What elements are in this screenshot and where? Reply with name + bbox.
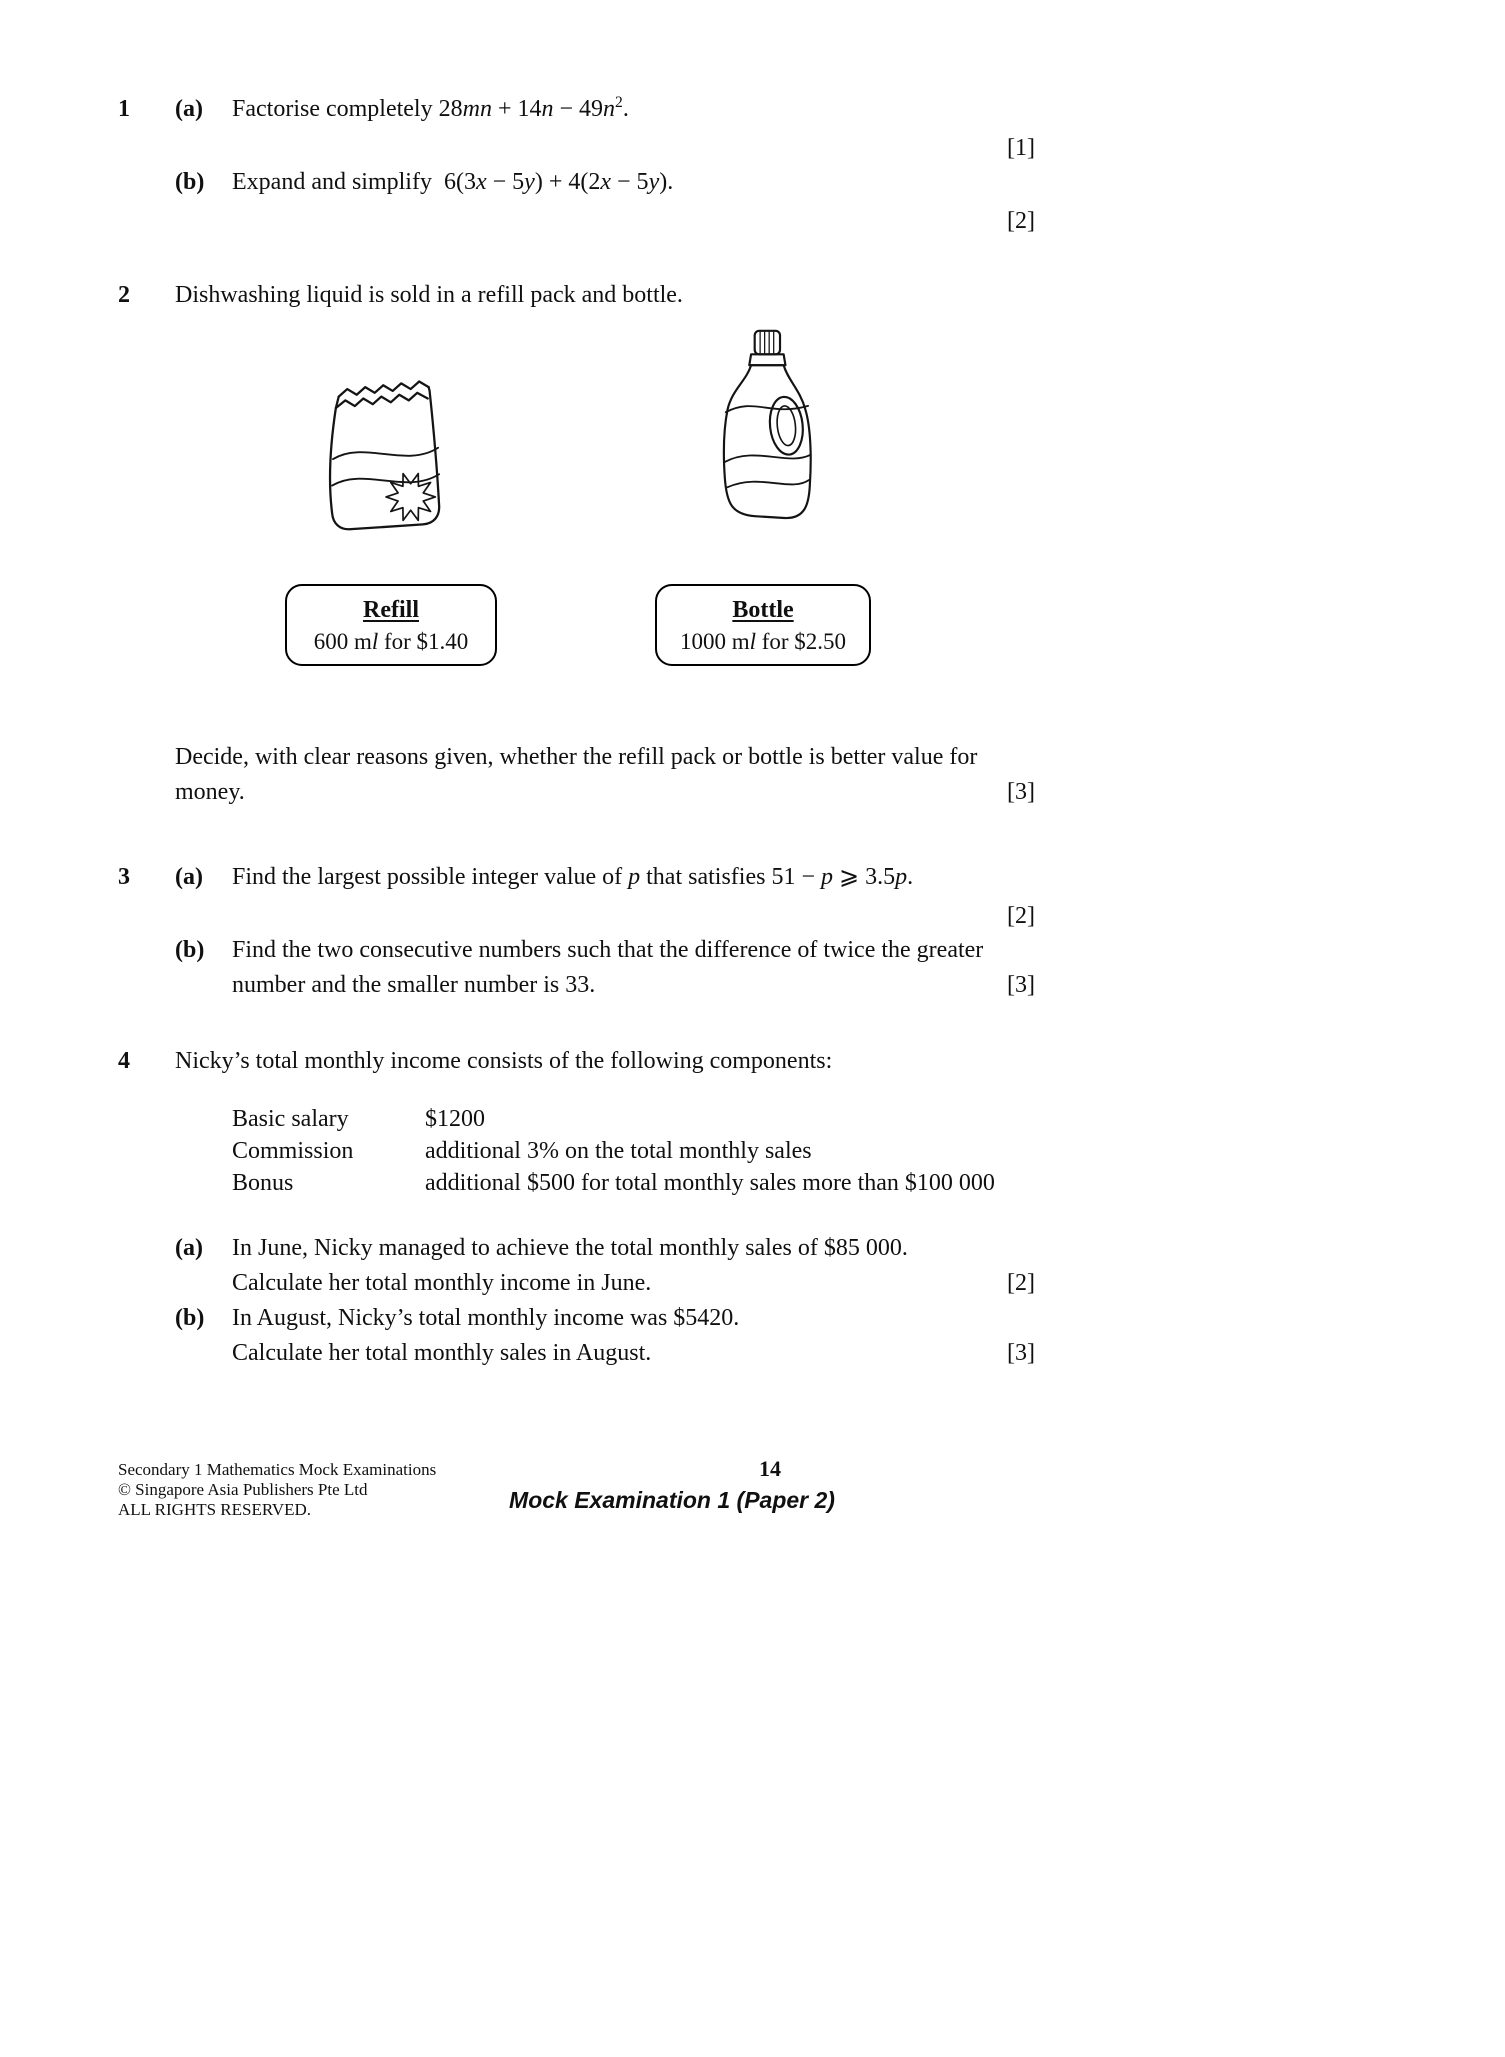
question-2-intro bbox=[118, 278, 1035, 313]
question-1-part-a bbox=[118, 92, 1035, 127]
question-4-part-b bbox=[118, 1301, 1035, 1371]
income-component-label: Basic salary bbox=[232, 1106, 349, 1132]
question-3-part-b-line-1: Find the two consecutive numbers such that the difference of twice the greater bbox=[232, 937, 984, 963]
question-1-part-a-marks bbox=[118, 133, 1035, 163]
income-component-value: additional $500 for total monthly sales more than $100 000 bbox=[425, 1170, 995, 1196]
question-4 bbox=[118, 1044, 1035, 1371]
question-1-part-b-label: (b) bbox=[175, 169, 205, 195]
question-4-intro-text: Nicky’s total monthly income consists of the following components: bbox=[175, 1048, 833, 1074]
question-3 bbox=[118, 860, 1035, 1003]
question-3-part-b-label: (b) bbox=[175, 937, 205, 963]
question-3-part-a-marks bbox=[118, 901, 1035, 931]
page-number: 14 bbox=[759, 1456, 781, 1481]
publisher-footer bbox=[118, 1460, 436, 1520]
question-1-part-b-text: Expand and simplify 6(3x − 5y) + 4(2x − 5y). bbox=[232, 169, 674, 195]
question-4-part-b-task: Calculate her total monthly sales in August. bbox=[232, 1340, 652, 1366]
question-4-part-b-text bbox=[232, 1301, 1035, 1371]
income-component-label: Commission bbox=[232, 1138, 354, 1164]
question-2-task-line-2 bbox=[175, 775, 1035, 810]
question-3-part-b-text-end: number and the smaller number is 33. bbox=[232, 972, 596, 998]
question-2-number: 2 bbox=[118, 282, 130, 308]
bottle-info-box bbox=[655, 584, 871, 666]
table-row bbox=[232, 1103, 1035, 1135]
question-2-task-line-1: Decide, with clear reasons given, whether the refill pack or bottle is better value for bbox=[175, 744, 978, 770]
question-3-part-b-text bbox=[232, 933, 1035, 1003]
question-3-part-a-text: Find the largest possible integer value of p that satisfies 51 − p ⩾ 3.5p. bbox=[232, 864, 914, 890]
question-4-part-a-task: Calculate her total monthly income in June. bbox=[232, 1270, 652, 1296]
income-component-value: $1200 bbox=[425, 1106, 485, 1132]
question-3-part-a bbox=[118, 860, 1035, 895]
income-component-label: Bonus bbox=[232, 1170, 294, 1196]
mark-value: [2] bbox=[1007, 208, 1035, 234]
question-4-part-b-line-2 bbox=[232, 1336, 1035, 1371]
question-4-part-b-line-1: In August, Nicky’s total monthly income was $5420. bbox=[232, 1305, 740, 1331]
question-2 bbox=[118, 278, 1035, 840]
question-4-part-a bbox=[118, 1231, 1035, 1301]
question-2-intro-text: Dishwashing liquid is sold in a refill pack and bottle. bbox=[175, 282, 683, 308]
footer-series-title: Secondary 1 Mathematics Mock Examinations bbox=[118, 1460, 437, 1479]
question-1 bbox=[118, 92, 1035, 236]
table-row bbox=[232, 1135, 1035, 1167]
mark-value: [1] bbox=[1007, 135, 1035, 161]
income-component-value: additional 3% on the total monthly sales bbox=[425, 1138, 812, 1164]
refill-box-title: Refill bbox=[363, 597, 419, 623]
exam-paper-title: Mock Examination 1 (Paper 2) bbox=[509, 1487, 835, 1513]
question-1-number: 1 bbox=[118, 96, 130, 122]
question-3-part-b bbox=[118, 933, 1035, 1003]
question-4-part-b-label: (b) bbox=[175, 1305, 205, 1331]
question-4-intro bbox=[118, 1044, 1035, 1079]
bottle-illustration bbox=[714, 326, 818, 530]
mark-value: [2] bbox=[1007, 1270, 1035, 1296]
question-1-part-b-marks bbox=[118, 206, 1035, 236]
mark-value: [3] bbox=[1007, 972, 1035, 998]
refill-pack-illustration bbox=[316, 364, 458, 540]
refill-box-price: 600 ml for $1.40 bbox=[313, 629, 469, 654]
question-4-part-a-line-1: In June, Nicky managed to achieve the total monthly sales of $85 000. bbox=[232, 1235, 908, 1261]
question-2-task bbox=[175, 740, 1035, 810]
question-3-part-a-label: (a) bbox=[175, 864, 203, 890]
mark-value: [3] bbox=[1007, 779, 1035, 805]
question-4-part-a-text bbox=[232, 1231, 1035, 1301]
question-4-part-a-line-2 bbox=[232, 1266, 1035, 1301]
bottle-box-title: Bottle bbox=[732, 597, 794, 623]
question-4-part-a-label: (a) bbox=[175, 1235, 203, 1261]
footer-rights: ALL RIGHTS RESERVED. bbox=[118, 1500, 312, 1519]
question-2-task-text: money. bbox=[175, 779, 245, 805]
question-3-number: 3 bbox=[118, 864, 130, 890]
income-components-table bbox=[232, 1103, 1035, 1199]
question-1-part-a-text: Factorise completely $28mn + 14n - 49n^2$. bbox=[232, 94, 629, 122]
table-row bbox=[232, 1167, 1035, 1199]
question-4-number: 4 bbox=[118, 1048, 130, 1074]
question-3-part-b-line-2 bbox=[232, 968, 1035, 1003]
mark-value: [3] bbox=[1007, 1340, 1035, 1366]
question-1-part-b bbox=[118, 165, 1035, 200]
footer-copyright: © Singapore Asia Publishers Pte Ltd bbox=[118, 1480, 368, 1499]
question-1-part-a-label: (a) bbox=[175, 96, 203, 122]
refill-info-box bbox=[285, 584, 497, 666]
mark-value: [2] bbox=[1007, 903, 1035, 929]
bottle-box-price: 1000 ml for $2.50 bbox=[679, 629, 847, 654]
